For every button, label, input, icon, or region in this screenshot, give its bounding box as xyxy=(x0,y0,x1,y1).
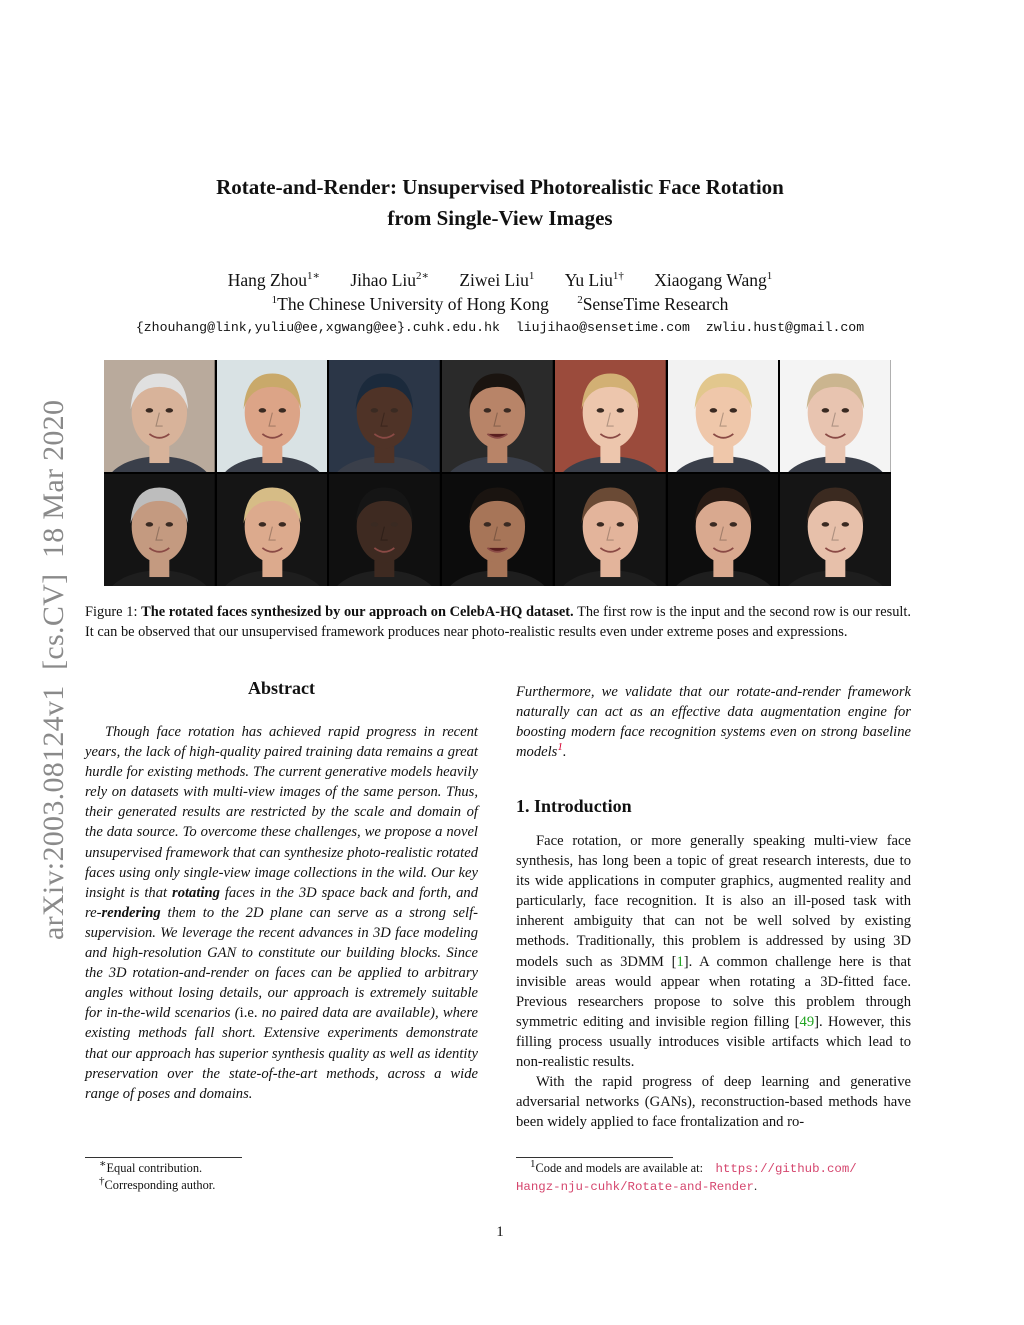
face-photo-icon xyxy=(217,360,328,472)
citation-link[interactable]: 1 xyxy=(676,953,684,970)
footnotes-left xyxy=(85,1157,478,1194)
title-line-2: from Single-View Images xyxy=(387,206,613,230)
face-photo-icon xyxy=(442,360,553,472)
email-list xyxy=(40,320,960,335)
author-list xyxy=(100,268,900,292)
page-number: 1 xyxy=(496,1224,504,1240)
code-url-link[interactable]: https://github.com/ xyxy=(715,1162,857,1176)
input-face-3 xyxy=(329,360,440,472)
face-photo-icon xyxy=(668,474,779,586)
face-photo-icon xyxy=(442,474,553,586)
author-block xyxy=(100,268,900,316)
input-face-4 xyxy=(442,360,553,472)
rotated-face-2 xyxy=(217,474,328,586)
paper-title xyxy=(100,172,900,234)
code-url-link[interactable]: Hangz-nju-cuhk/Rotate-and-Render xyxy=(516,1180,754,1194)
input-face-1 xyxy=(104,360,215,472)
title-line-1: Rotate-and-Render: Unsupervised Photorealistic Face Rotation xyxy=(216,175,784,199)
author: Hang Zhou$^{1∗}$ xyxy=(227,270,320,290)
face-photo-icon xyxy=(780,360,891,472)
figure-1-image-grid xyxy=(104,360,891,586)
face-photo-icon xyxy=(104,474,215,586)
face-photo-icon xyxy=(668,360,779,472)
arxiv-stamp: arXiv:2003.08124v1 [cs.CV] 18 Mar 2020 xyxy=(37,399,70,940)
face-photo-icon xyxy=(329,474,440,586)
introduction-heading: 1. Introduction xyxy=(516,796,632,816)
abstract-continued: Furthermore, we validate that our rotate-and-render framework naturally can act as an effective data augmentation engine for boosting modern face recognition systems even on strong baseline models$^1$. xyxy=(516,684,911,761)
input-face-6 xyxy=(668,360,779,472)
footnote-right: $^1$Code and models are available at: https://github.com/ Hangz-nju-cuhk/Rotate-and-Render. xyxy=(516,1157,857,1194)
rotated-face-1 xyxy=(104,474,215,586)
author: Yu Liu$^{1\dagger}$ xyxy=(564,270,624,290)
footnote-rule xyxy=(85,1157,242,1158)
introduction-body xyxy=(516,831,911,1132)
email: {zhouhang@link,yuliu@ee,xgwang@ee}.cuhk.edu.hk xyxy=(135,320,500,335)
rotated-face-4 xyxy=(442,474,553,586)
author: Ziwei Liu$^1$ xyxy=(459,270,535,290)
author: Jihao Liu$^{2∗}$ xyxy=(350,270,429,290)
rotated-face-7 xyxy=(780,474,891,586)
intro-paragraph: With the rapid progress of deep learning and generative adversarial networks (GANs), reconstruction-based methods have been widely applied to face frontalization and ro- xyxy=(516,1074,911,1131)
author: Xiaogang Wang$^1$ xyxy=(654,270,773,290)
face-photo-icon xyxy=(329,360,440,472)
email: liujihao@sensetime.com xyxy=(515,320,690,335)
input-face-7 xyxy=(780,360,891,472)
footnote-rule xyxy=(516,1157,673,1158)
affiliation: $^2$SenseTime Research xyxy=(577,294,729,314)
abstract-heading: Abstract xyxy=(248,678,315,698)
face-photo-icon xyxy=(780,474,891,586)
abstract-body: Though face rotation has achieved rapid progress in recent years, the lack of high-quality paired training data remains a great hurdle for existing methods. The current generative models heavily rely on datasets with multi-view images of the same person. Thus, their generated results are restricted by the scale and domain of the data source. To overcome these challenges, we propose a novel unsupervised framework that can synthesize photo-realistic rotated faces using only single-view image collections in the wild. Our key insight is that rotating faces in the 3D space back and forth, and re-rendering them to the 2D plane can serve as a strong self-supervision. We leverage the recent advances in 3D face modeling and high-resolution GAN to constitute our building blocks. Since the 3D rotation-and-render on faces can be applied to arbitrary angles without losing details, our approach is extremely suitable for in-the-wild scenarios (i.e. no paired data are available), where existing methods fall short. Extensive experiments demonstrate that our approach has superior synthesis quality as well as identity preservation over the state-of-the-art methods, across a wide range of poses and domains. xyxy=(85,724,478,1102)
intro-paragraph: Face rotation, or more generally speaking multi-view face synthesis, has long been a topic of great research interests, due to its wide applications in computer graphics, augmented reality and particularly, face recognition. It is also an ill-posed task with inherent ambiguity that can not be well solved by existing methods. Traditionally, this problem is addressed by using 3D models such as 3DMM [1]. A common challenge here is that invisible areas would appear when rotating a 3D-fitted face. Previous researchers propose to solve this problem through symmetric editing and invisible region filling [49]. However, this filling process usually introduces visible artifacts which lead to non-realistic results. xyxy=(516,833,911,1071)
rotated-face-6 xyxy=(668,474,779,586)
figure-1-caption: Figure 1: The rotated faces synthesized by our approach on CelebA-HQ dataset. The first row is the input and the second row is our result. It can be observed that our unsupervised framework produces near photo-realistic results even under extreme poses and expressions. xyxy=(85,604,911,640)
affiliation: $^1$The Chinese University of Hong Kong xyxy=(271,294,549,314)
citation-link[interactable]: 49 xyxy=(799,1013,815,1030)
email: zwliu.hust@gmail.com xyxy=(705,320,865,335)
face-photo-icon xyxy=(104,360,215,472)
input-face-2 xyxy=(217,360,328,472)
footnote: ∗Equal contribution. xyxy=(99,1157,203,1175)
affiliation-list xyxy=(100,292,900,316)
input-face-5 xyxy=(555,360,666,472)
face-photo-icon xyxy=(555,360,666,472)
rotated-face-5 xyxy=(555,474,666,586)
rotated-face-3 xyxy=(329,474,440,586)
face-photo-icon xyxy=(555,474,666,586)
face-photo-icon xyxy=(217,474,328,586)
footnote: †Corresponding author. xyxy=(99,1174,216,1192)
